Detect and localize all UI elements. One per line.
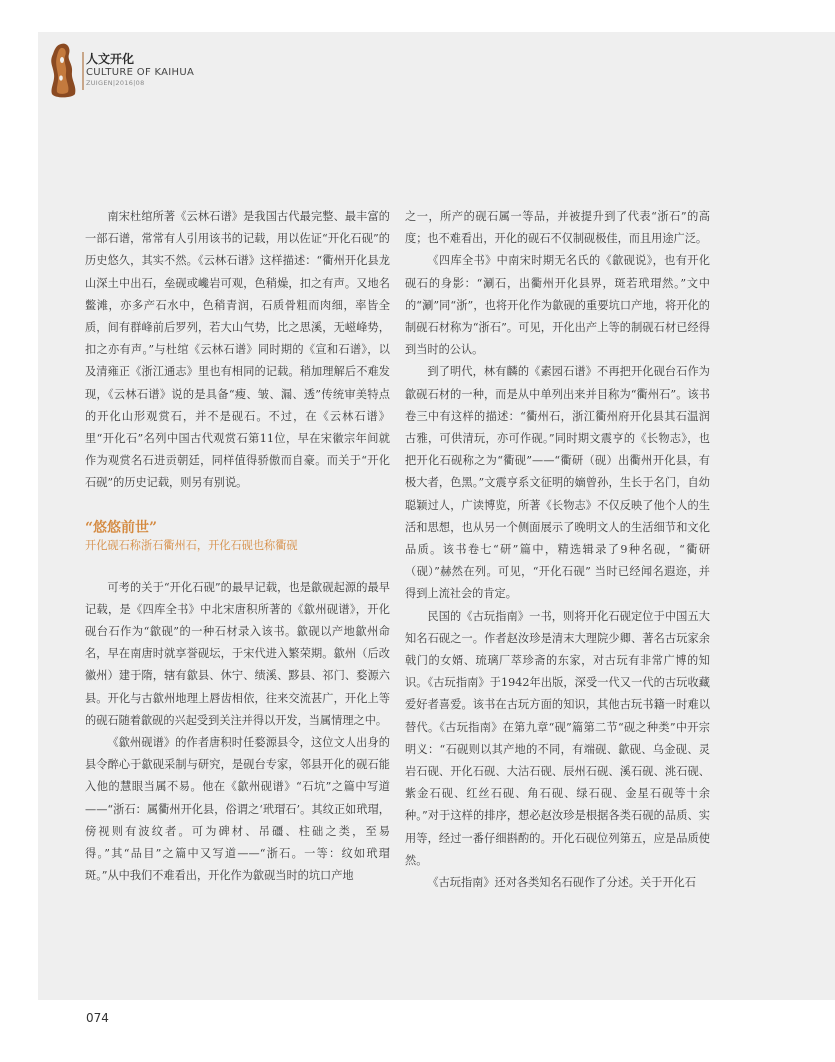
masthead-title-en: CULTURE OF KAIHUA (86, 67, 195, 78)
paragraph: 民国的《古玩指南》一书，则将开化石砚定位于中国五大知名石砚之一。作者赵汝珍是清末大理院少卿、著名古玩家余戟门的女婿、琉璃厂萃珍斋的东家，对古玩有非常广博的知识。《古玩指南》于1942年出版，深受一代又一代的古玩收藏爱好者喜爱。该书在古玩方面的知识，其他古玩书籍一时难以替代。《古玩指南》在第九章“砚”篇第二节“砚之种类”中开宗明义：“石砚则以其产地的不同，有端砚、歙砚、乌金砚、灵岩石砚、开化石砚、大沽石砚、辰州石砚、溪石砚、洮石砚、紫金石砚、红丝石砚、角石砚、绿石砚、金星石砚等十余种。”对于这样的排序，想必赵汝珍是根据各类石砚的品质、实用等，经过一番仔细斟酌的。开化石砚位列第五，应是品质使然。 (405, 609, 710, 867)
paragraph: 南宋杜绾所著《云林石谱》是我国古代最完整、最丰富的一部石谱，常常有人引用该书的记载，用以佐证“开化石砚”的历史悠久，其实不然。《云林石谱》这样描述：“衢州开化县龙山深土中出石，垒砚或巉岩可观，色稍燥，扣之有声。又地名鳖滩，亦多产石水中，色稍青润，石质骨粗而肉细，率皆全质，间有群峰前后罗列，若大山气势，比之思溪，无嵫峰势，扣之亦有声。”与杜绾《云林石谱》同时期的《宣和石谱》，以及清雍正《浙江通志》里也有相同的记载。稍加理解后不难发现，《云林石谱》说的是具备“瘦、皱、漏、透”传统审美特点的开化山形观赏石，并不是砚石。不过，在《云林石谱》里“开化石”名列中国古代观赏石第11位，早在宋徽宗年间就作为观赏名石进贡朝廷，同样值得骄傲而自豪。而关于“开化石砚”的历史记载，则另有别说。 (85, 210, 390, 490)
masthead-issue: ZUIGEN|2016|08 (86, 79, 145, 87)
paragraph: 可考的关于“开化石砚”的最早记载，也是歙砚起源的最早记载，是《四库全书》中北宋唐积所著的《歙州砚谱》，开化砚台石作为“歙砚”的一种石材录入该书。歙砚以产地歙州命名，早在南唐时就享誉砚坛，于宋代进入繁荣期。歙州（后改徽州）建于隋，辖有歙县、休宁、绩溪、黟县、祁门、婺源六县。开化与古歙州地理上唇齿相依，往来交流甚广，开化上等的砚石随着歙砚的兴起受到关注并得以开发，当属情理之中。 (85, 580, 390, 727)
section-subtitle: 开化砚石称浙石衢州石，开化石砚也称衢砚 (85, 538, 298, 552)
stone-logo-icon (47, 42, 79, 100)
left-column (85, 206, 390, 887)
paragraph: 之一，所产的砚石属一等品，并被提升到了代表“浙石”的高度；也不难看出，开化的砚石不仅制砚极佳，而且用途广泛。 (405, 210, 710, 246)
masthead-title-cn: 人文开化 (86, 52, 135, 66)
paragraph: 《四库全书》中南宋时期无名氏的《歙砚说》，也有开化砚石的身影：“涮石，出衢州开化县界，斑若玳瑁然。”文中的“涮”同“浙”，也将开化作为歙砚的重要坑口产地，将开化的制砚石材称为“浙石”。可见，开化出产上等的制砚石材已经得到当时的公认。 (405, 254, 710, 357)
section-title: “悠悠前世” (85, 519, 158, 536)
paragraph: 到了明代，林有麟的《素园石谱》不再把开化砚台石作为歙砚石材的一种，而是从中单列出来并目称为“衢州石”。该书卷三中有这样的描述：“衢州石，浙江衢州府开化县其石温润古雅，可供清玩，亦可作砚。”同时期文震亨的《长物志》，也把开化石砚称之为“衢砚”——“衢研（砚）出衢州开化县，有极大者，色黑。”文震亨系文征明的嫡曾孙，生长于名门，自幼聪颖过人，广读博览，所著《长物志》不仅反映了他个人的生活和思想，也从另一个侧面展示了晚明文人的生活细节和文化品质。该书卷七“研”篇中，精选辑录了9种名砚，“衢研（砚）”赫然在列。可见，“开化石砚” 当时已经闻名遐迩，并得到上流社会的肯定。 (405, 365, 710, 601)
right-column (405, 206, 710, 894)
brand-divider (82, 52, 84, 90)
paragraph: 《古玩指南》还对各类知名石砚作了分述。关于开化石 (427, 876, 696, 890)
masthead (86, 52, 194, 87)
paragraph: 《歙州砚谱》的作者唐积时任婺源县令，这位文人出身的县令醉心于歙砚采制与研究，是砚台专家，邻县开化的砚石能入他的慧眼当属不易。他在《歙州砚谱》“石坑”之篇中写道——“浙石：属衢州开化县，俗谓之‘玳瑁石’。其纹正如玳瑁，傍视则有波纹者。可为碑材、吊礓、柱础之类，至易得。”其“品目”之篇中又写道——“浙石。一等：纹如玳瑁斑。”从中我们不难看出，开化作为歙砚当时的坑口产地 (85, 736, 390, 883)
page-number: 074 (86, 1011, 109, 1025)
